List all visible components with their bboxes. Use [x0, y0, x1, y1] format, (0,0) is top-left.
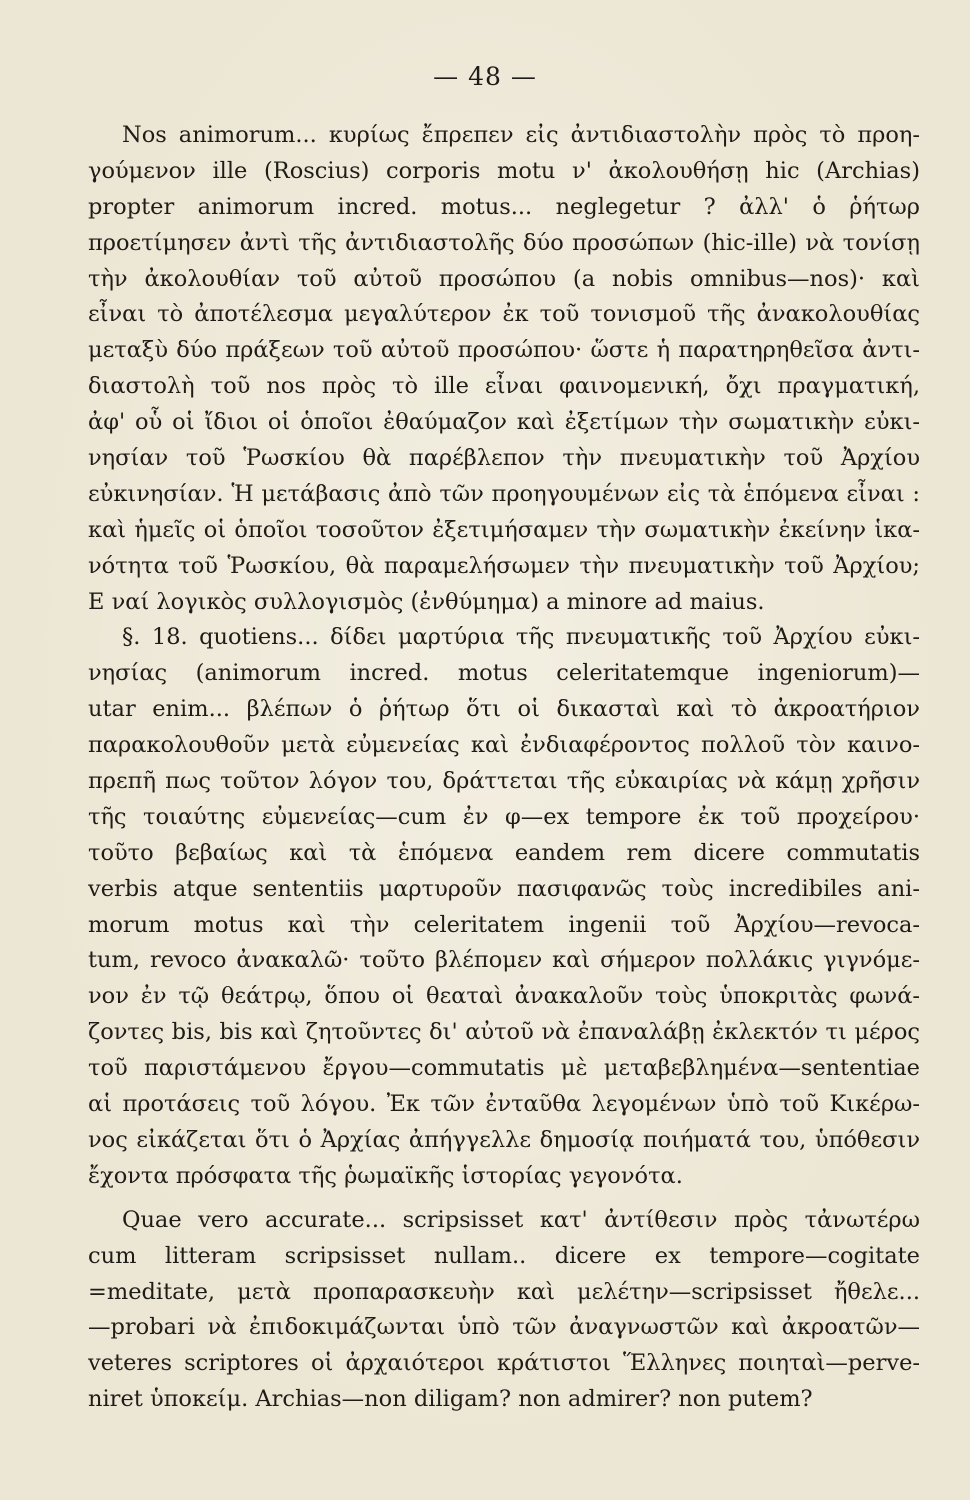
text-line: ζοντες bis, bis καὶ ζητοῦντες δι' αὐτοῦ νὰ ἐπαναλάβῃ ἐκλεκτόν τι μέρος	[88, 1019, 920, 1046]
text-line: morum motus καὶ τὴν celeritatem ingenii τοῦ Ἀρχίου—revoca-	[88, 911, 920, 938]
text-line: ἀφ' οὗ οἱ ἴδιοι οἱ ὁποῖοι ἐθαύμαζον καὶ ἐξετίμων τὴν σωματικὴν εὐκι-	[88, 409, 920, 436]
paragraph	[88, 118, 920, 620]
text-line: νος εἰκάζεται ὅτι ὁ Ἀρχίας ἀπήγγελλε δημοσίᾳ ποιήματά του, ὑπόθεσιν	[88, 1126, 920, 1153]
text-line: utar enim... βλέπων ὁ ῥήτωρ ὅτι οἱ δικασταὶ καὶ τὸ ἀκροατήριον	[88, 696, 920, 723]
text-line: μεταξὺ δύο πράξεων τοῦ αὐτοῦ προσώπου· ὥστε ἡ παρατηρηθεῖσα ἀντι-	[88, 337, 920, 364]
text-line: αἱ προτάσεις τοῦ λόγου. Ἐκ τῶν ἐνταῦθα λεγομένων ὑπὸ τοῦ Κικέρω-	[88, 1091, 920, 1118]
text-line: Ε ναί λογικὸς συλλογισμὸς (ἐνθύμημα) a minore ad maius.	[88, 588, 765, 615]
paragraph	[88, 1203, 920, 1418]
text-line: propter animorum incred. motus... neglegetur ? ἀλλ' ὁ ῥήτωρ	[88, 193, 920, 220]
text-line: νησίας (animorum incred. motus celeritatemque ingeniorum)—	[88, 660, 920, 687]
text-line: ἔχοντα πρόσφατα τῆς ῥωμαϊκῆς ἱστορίας γεγονότα.	[88, 1162, 683, 1189]
text-line: διαστολὴ τοῦ nos πρὸς τὸ ille εἶναι φαινομενική, ὄχι πραγματική,	[88, 373, 920, 400]
text-line: καὶ ἡμεῖς οἱ ὁποῖοι τοσοῦτον ἐξετιμήσαμεν τὴν σωματικὴν ἐκείνην ἱκα-	[88, 516, 920, 543]
text-line: νησίαν τοῦ Ῥωσκίου θὰ παρέβλεπον τὴν πνευματικὴν τοῦ Ἀρχίου	[88, 445, 920, 472]
paragraph-gap	[88, 1195, 920, 1203]
text-line: προετίμησεν ἀντὶ τῆς ἀντιδιαστολῆς δύο προσώπων (hic-ille) νὰ τονίσῃ	[88, 229, 920, 256]
text-line: γούμενον ille (Roscius) corporis motu ν' ἀκολουθήσῃ hic (Archias)	[88, 157, 920, 184]
text-line: νότητα τοῦ Ῥωσκίου, θὰ παραμελήσωμεν τὴν πνευματικὴν τοῦ Ἀρχίου;	[88, 552, 920, 579]
text-line: τοῦτο βεβαίως καὶ τὰ ἑπόμενα eandem rem dicere commutatis	[88, 839, 920, 866]
text-line: εἶναι τὸ ἀποτέλεσμα μεγαλύτερον ἐκ τοῦ τονισμοῦ τῆς ἀνακολουθίας	[88, 301, 920, 328]
text-line: veteres scriptores οἱ ἀρχαιότεροι κράτιστοι Ἕλληνες ποιηταὶ—perve-	[88, 1350, 920, 1377]
text-line: =meditate, μετὰ προπαρασκευὴν καὶ μελέτην—scripsisset ἤθελε...	[88, 1278, 920, 1305]
text-line: niret ὑποκείμ. Archias—non diligam? non admirer? non putem?	[88, 1386, 813, 1413]
text-line: τὴν ἀκολουθίαν τοῦ αὐτοῦ προσώπου (a nobis omnibus—nos)· καὶ	[88, 265, 920, 292]
text-line: Quae vero accurate... scripsisset κατ' ἀντίθεσιν πρὸς τἀνωτέρω	[122, 1206, 920, 1233]
text-line: §. 18. quotiens... δίδει μαρτύρια τῆς πνευματικῆς τοῦ Ἀρχίου εὐκι-	[122, 624, 920, 651]
text-line: νον ἐν τῷ θεάτρῳ, ὅπου οἱ θεαταὶ ἀνακαλοῦν τοὺς ὑποκριτὰς φωνά-	[88, 983, 920, 1010]
text-line: παρακολουθοῦν μετὰ εὐμενείας καὶ ἐνδιαφέροντος πολλοῦ τὸν καινο-	[88, 732, 920, 759]
text-line: Nos animorum... κυρίως ἔπρεπεν εἰς ἀντιδιαστολὴν πρὸς τὸ προη-	[122, 122, 920, 148]
text-line: τῆς τοιαύτης εὐμενείας—cum ἐν φ—ex tempore ἐκ τοῦ προχείρου·	[88, 803, 920, 830]
text-line: tum, revoco ἀνακαλῶ· τοῦτο βλέπομεν καὶ σήμερον πολλάκις γιγνόμε-	[88, 947, 920, 974]
text-line: verbis atque sententiis μαρτυροῦν πασιφανῶς τοὺς incredibiles ani-	[88, 875, 920, 902]
page-number: — 48 —	[433, 62, 537, 91]
text-line: cum litteram scripsisset nullam.. dicere ex tempore—cogitate	[88, 1242, 920, 1269]
text-line: εὐκινησίαν. Ἡ μετάβασις ἀπὸ τῶν προηγουμένων εἰς τὰ ἑπόμενα εἶναι :	[88, 480, 920, 507]
page-text	[88, 118, 920, 1418]
text-line: —probari νὰ ἐπιδοκιμάζωνται ὑπὸ τῶν ἀναγνωστῶν καὶ ἀκροατῶν—	[88, 1314, 920, 1341]
paragraph	[88, 620, 920, 1194]
text-line: πρεπῆ πως τοῦτον λόγον του, δράττεται τῆς εὐκαιρίας νὰ κάμῃ χρῆσιν	[88, 768, 920, 795]
text-line: τοῦ παριστάμενου ἔργου—commutatis μὲ μεταβεβλημένα—sententiae	[88, 1055, 920, 1082]
